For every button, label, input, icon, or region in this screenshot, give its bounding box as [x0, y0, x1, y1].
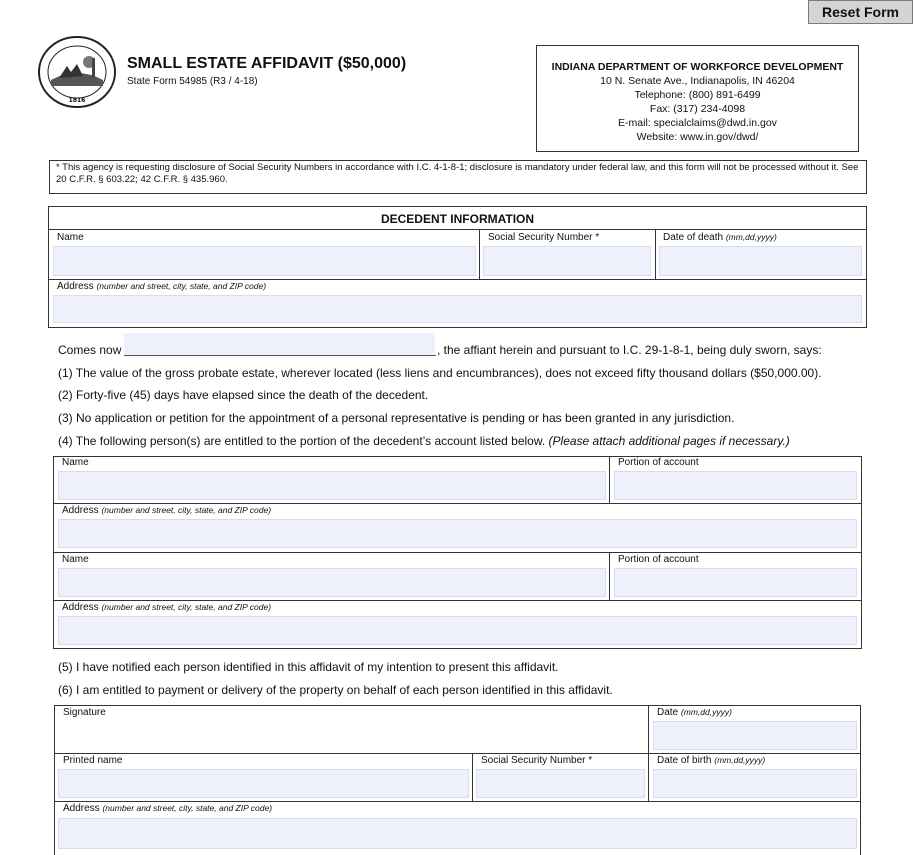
form-number: State Form 54985 (R3 / 4-18) — [127, 76, 258, 87]
statement-item-5: (5) I have notified each person identified in this affidavit of my intention to present this affidavit. — [58, 660, 559, 674]
heir-2-address-input[interactable] — [58, 616, 857, 645]
decedent-name-label: Name — [57, 232, 84, 243]
decedent-address-input[interactable] — [53, 295, 862, 323]
decedent-ssn-label: Social Security Number * — [488, 232, 600, 243]
dob-label: Date of birth (mm,dd,yyyy) — [657, 755, 766, 766]
agency-telephone: Telephone: (800) 891-6499 — [634, 89, 761, 101]
heir-1-portion-input[interactable] — [614, 471, 857, 500]
heir-2-name-input[interactable] — [58, 568, 606, 597]
signature-date-input[interactable] — [653, 721, 857, 750]
agency-website: Website: www.in.gov/dwd/ — [636, 131, 759, 143]
decedent-info-heading: DECEDENT INFORMATION — [380, 212, 535, 226]
statement-item-4: (4) The following person(s) are entitled to the portion of the decedent’s account listed below. (Please attach additional pages if necessary.) — [58, 434, 790, 448]
agency-email: E-mail: specialclaims@dwd.in.gov — [618, 117, 777, 129]
agency-contact-box — [536, 45, 859, 152]
statement-item-2: (2) Forty-five (45) days have elapsed since the death of the decedent. — [58, 388, 429, 402]
heir-1-portion-label: Portion of account — [618, 457, 699, 468]
decedent-dod-label: Date of death (mm,dd,yyyy) — [663, 232, 777, 243]
heir-2-portion-label: Portion of account — [618, 554, 699, 565]
affiant-name-inline-input[interactable] — [124, 333, 435, 355]
reset-form-button[interactable]: Reset Form — [808, 0, 913, 24]
printed-name-input[interactable] — [58, 769, 469, 798]
ssn-disclosure-notice: * This agency is requesting disclosure of Social Security Numbers in accordance with I.C. 4-1-8-1; disclosure is mandatory under federal law, and this form will not be processed without it. See 20 C.F.R. § 603.22; 42 C.F.R. § 435.960. — [49, 160, 867, 194]
state-seal-icon — [37, 36, 117, 109]
form-title: SMALL ESTATE AFFIDAVIT ($50,000) — [127, 55, 407, 72]
heir-2-name-label: Name — [62, 554, 89, 565]
heir-1-address-label: Address (number and street, city, state, and ZIP code) — [62, 505, 272, 516]
agency-address: 10 N. Senate Ave., Indianapolis, IN 46204 — [600, 75, 795, 87]
dob-input[interactable] — [653, 769, 857, 798]
affiant-ssn-label: Social Security Number * — [481, 755, 593, 766]
decedent-dod-input[interactable] — [659, 246, 862, 276]
agency-fax: Fax: (317) 234-4098 — [649, 103, 746, 115]
printed-name-label: Printed name — [63, 755, 123, 766]
decedent-ssn-input[interactable] — [483, 246, 651, 276]
statement-item-1: (1) The value of the gross probate estate, wherever located (less liens and encumbrances), does not exceed fifty thousand dollars ($50,000.00). — [58, 366, 822, 380]
seal-year: 1816 — [68, 97, 86, 104]
affiant-ssn-input[interactable] — [476, 769, 645, 798]
heir-2-portion-input[interactable] — [614, 568, 857, 597]
signature-date-label: Date (mm,dd,yyyy) — [657, 707, 732, 718]
comes-now-rest: , the affiant herein and pursuant to I.C. 29-1-8-1, being duly sworn, says: — [437, 343, 822, 357]
heir-1-address-input[interactable] — [58, 519, 857, 548]
agency-name: INDIANA DEPARTMENT OF WORKFORCE DEVELOPMENT — [551, 61, 844, 73]
decedent-name-input[interactable] — [53, 246, 476, 276]
affiant-address-input[interactable] — [58, 818, 857, 849]
comes-now-label: Comes now — [58, 343, 122, 357]
heir-1-name-label: Name — [62, 457, 89, 468]
affiant-address-label: Address (number and street, city, state, and ZIP code) — [63, 803, 273, 814]
signature-area[interactable] — [58, 721, 645, 750]
heir-2-address-label: Address (number and street, city, state, and ZIP code) — [62, 602, 272, 613]
statement-item-6: (6) I am entitled to payment or delivery of the property on behalf of each person identified in this affidavit. — [58, 683, 613, 697]
statement-item-3: (3) No application or petition for the appointment of a personal representative is pending or has been granted in any jurisdiction. — [58, 411, 735, 425]
signature-label: Signature — [63, 707, 106, 718]
decedent-address-label: Address (number and street, city, state, and ZIP code) — [57, 281, 267, 292]
heir-1-name-input[interactable] — [58, 471, 606, 500]
